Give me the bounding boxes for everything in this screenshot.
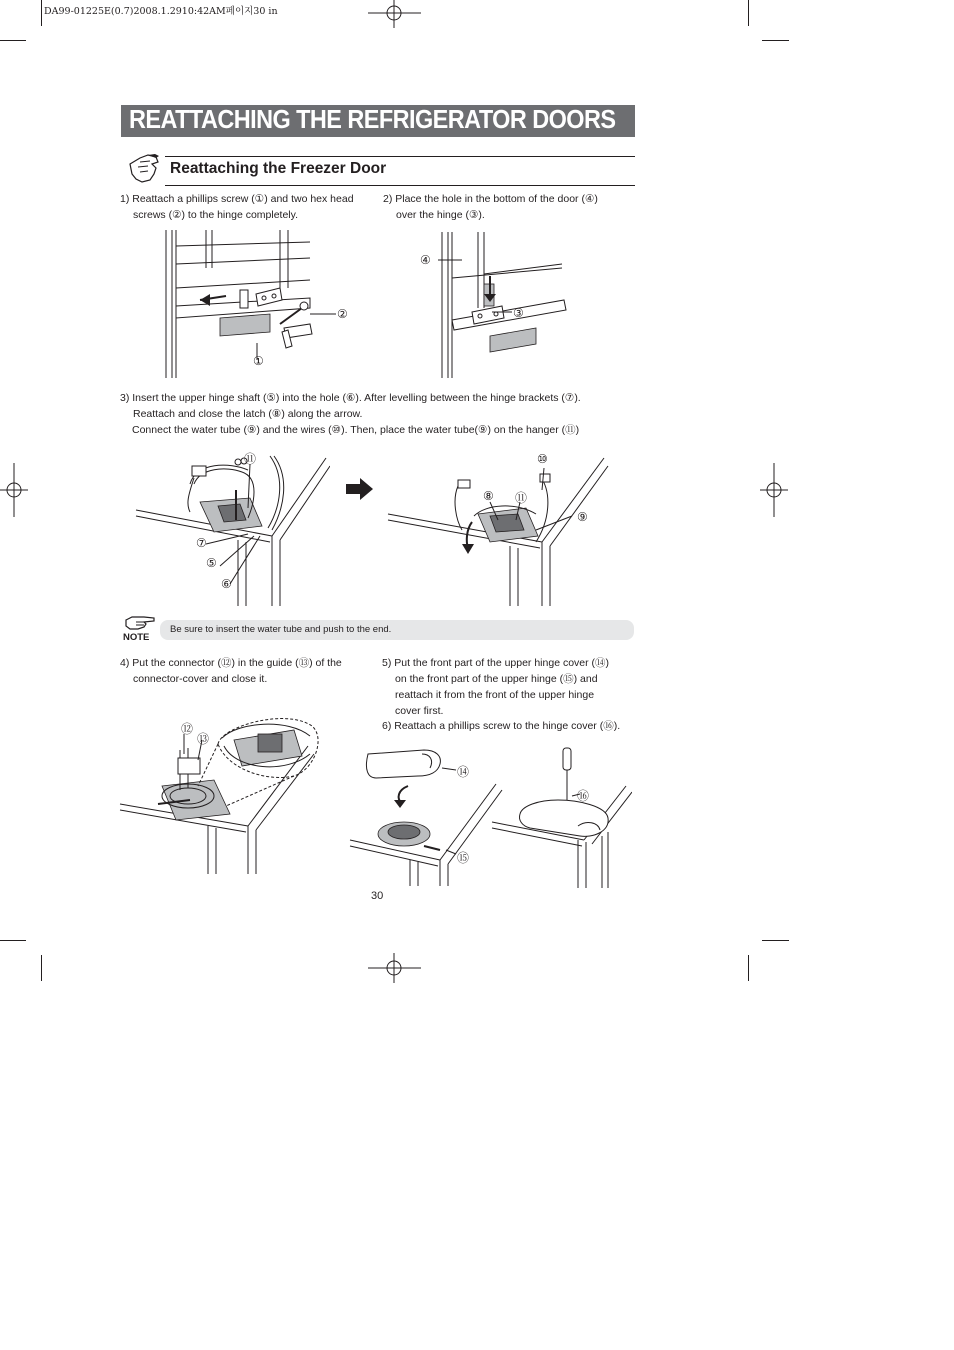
callout-9: ⑨ bbox=[577, 510, 588, 524]
callout-8: ⑧ bbox=[483, 489, 494, 503]
figure-step-5 bbox=[346, 746, 506, 888]
callout-13: ⑬ bbox=[197, 732, 210, 746]
hand-pointer-icon bbox=[126, 152, 162, 186]
section-title: Reattaching the Freezer Door bbox=[170, 160, 387, 177]
callout-4: ④ bbox=[420, 253, 431, 267]
title-bar bbox=[121, 105, 635, 137]
callout-14: ⑭ bbox=[457, 765, 470, 779]
step-6-text: 6) Reattach a phillips screw to the hinge cover (⑯). bbox=[382, 720, 621, 732]
callout-1: ① bbox=[253, 354, 264, 368]
right-arrow-icon bbox=[346, 478, 374, 500]
callout-7: ⑦ bbox=[196, 536, 207, 550]
figure-step-4 bbox=[118, 710, 340, 878]
callout-2: ② bbox=[337, 307, 348, 321]
registration-mark-icon bbox=[368, 953, 421, 983]
callout-5: ⑤ bbox=[206, 556, 217, 570]
registration-mark-icon bbox=[760, 463, 788, 517]
registration-mark-icon bbox=[368, 0, 421, 28]
note-text: Be sure to insert the water tube and push to the end. bbox=[170, 624, 392, 635]
step-1-text: 1) Reattach a phillips screw (①) and two hex head screws (②) to the hinge completely. bbox=[120, 193, 354, 221]
callout-6: ⑥ bbox=[221, 577, 232, 591]
figure-step-2 bbox=[432, 228, 572, 380]
figure-step-3-after bbox=[386, 450, 612, 610]
pointing-hand-icon bbox=[124, 614, 156, 632]
note-label: NOTE bbox=[123, 632, 150, 643]
page-number: 30 bbox=[371, 890, 384, 902]
callout-12: ⑫ bbox=[181, 722, 194, 736]
step-2-text: 2) Place the hole in the bottom of the door (④) over the hinge (③). bbox=[383, 193, 598, 221]
callout-11-b: ⑪ bbox=[515, 491, 528, 505]
section-rule-top bbox=[165, 156, 635, 157]
step-3-text: 3) Insert the upper hinge shaft (⑤) into the hole (⑥). After levelling between the hinge brackets (⑦). Reattach and close the latch (⑧) along the arrow. Connect the water tube (⑨) and the wires (⑩). Then, place the water tube(⑨) on the hanger (⑪) bbox=[120, 392, 581, 436]
callout-11: ⑪ bbox=[244, 452, 257, 466]
step-5-text: 5) Put the front part of the upper hinge cover (⑭) on the front part of the upper hinge (⑮) and reattach it from the front of the upper hinge cover first. bbox=[382, 657, 610, 717]
section-rule-bottom bbox=[165, 185, 635, 186]
page-title: REATTACHING THE REFRIGERATOR DOORS bbox=[129, 106, 616, 134]
callout-15: ⑮ bbox=[457, 851, 470, 865]
figure-step-6 bbox=[488, 744, 632, 890]
registration-mark-icon bbox=[0, 463, 28, 517]
callout-16: ⑯ bbox=[577, 789, 590, 803]
print-header: DA99-01225E(0.7)2008.1.2910:42AM페이지30 in bbox=[44, 6, 278, 17]
callout-10: ⑩ bbox=[537, 452, 548, 466]
callout-3: ③ bbox=[513, 306, 524, 320]
step-4-text: 4) Put the connector (⑫) in the guide (⑬) of the connector-cover and close it. bbox=[120, 657, 342, 685]
